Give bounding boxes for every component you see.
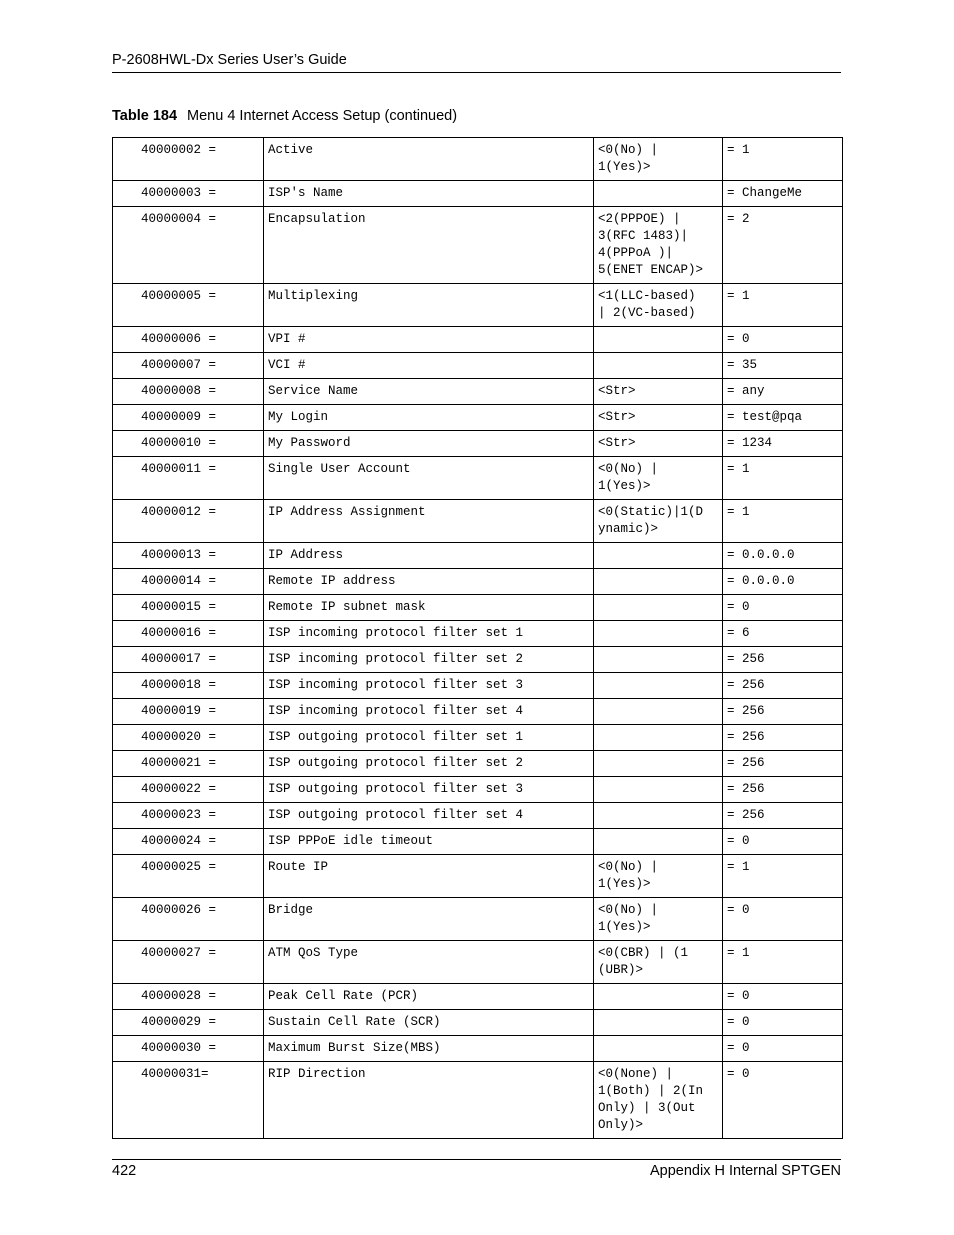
- field-name-cell: Peak Cell Rate (PCR): [264, 984, 594, 1010]
- field-range-cell: [594, 569, 723, 595]
- table-row: [113, 207, 843, 284]
- field-name-cell: ISP outgoing protocol filter set 2: [264, 751, 594, 777]
- field-range-cell: [594, 181, 723, 207]
- field-code-cell: 40000019 =: [113, 699, 264, 725]
- field-name-cell: ISP's Name: [264, 181, 594, 207]
- table-row: [113, 984, 843, 1010]
- table-row: [113, 457, 843, 500]
- field-code-cell: 40000003 =: [113, 181, 264, 207]
- table-row: [113, 405, 843, 431]
- field-value-cell: = 0.0.0.0: [723, 569, 843, 595]
- field-code-cell: 40000011 =: [113, 457, 264, 500]
- field-value-cell: = 1: [723, 138, 843, 181]
- field-range-cell: [594, 673, 723, 699]
- field-name-cell: ISP outgoing protocol filter set 3: [264, 777, 594, 803]
- table-row: [113, 621, 843, 647]
- field-name-cell: Route IP: [264, 855, 594, 898]
- table-row: [113, 803, 843, 829]
- field-name-cell: Bridge: [264, 898, 594, 941]
- field-value-cell: = 0: [723, 984, 843, 1010]
- field-code-cell: 40000022 =: [113, 777, 264, 803]
- field-value-cell: = 256: [723, 803, 843, 829]
- table-row: [113, 941, 843, 984]
- field-value-cell: = 256: [723, 777, 843, 803]
- field-value-cell: = 256: [723, 725, 843, 751]
- field-range-cell: <Str>: [594, 379, 723, 405]
- field-name-cell: ISP outgoing protocol filter set 4: [264, 803, 594, 829]
- field-name-cell: VCI #: [264, 353, 594, 379]
- field-name-cell: Active: [264, 138, 594, 181]
- field-name-cell: Sustain Cell Rate (SCR): [264, 1010, 594, 1036]
- field-code-cell: 40000030 =: [113, 1036, 264, 1062]
- field-code-cell: 40000024 =: [113, 829, 264, 855]
- field-code-cell: 40000013 =: [113, 543, 264, 569]
- table-row: [113, 379, 843, 405]
- field-name-cell: IP Address Assignment: [264, 500, 594, 543]
- field-value-cell: = 0: [723, 595, 843, 621]
- field-code-cell: 40000028 =: [113, 984, 264, 1010]
- field-range-cell: <2(PPPOE) | 3(RFC 1483)| 4(PPPoA )| 5(ENET ENCAP)>: [594, 207, 723, 284]
- sptgen-table: [112, 137, 843, 1139]
- field-code-cell: 40000021 =: [113, 751, 264, 777]
- table-row: [113, 284, 843, 327]
- field-name-cell: Single User Account: [264, 457, 594, 500]
- field-name-cell: ISP PPPoE idle timeout: [264, 829, 594, 855]
- table-caption-label: Table 184: [112, 108, 178, 124]
- field-range-cell: [594, 647, 723, 673]
- table-row: [113, 181, 843, 207]
- table-row: [113, 777, 843, 803]
- field-code-cell: 40000017 =: [113, 647, 264, 673]
- field-value-cell: = any: [723, 379, 843, 405]
- field-name-cell: Multiplexing: [264, 284, 594, 327]
- field-name-cell: Maximum Burst Size(MBS): [264, 1036, 594, 1062]
- field-code-cell: 40000010 =: [113, 431, 264, 457]
- field-code-cell: 40000009 =: [113, 405, 264, 431]
- field-value-cell: = 1234: [723, 431, 843, 457]
- field-range-cell: [594, 751, 723, 777]
- field-name-cell: My Password: [264, 431, 594, 457]
- field-range-cell: <0(CBR) | (1 (UBR)>: [594, 941, 723, 984]
- field-name-cell: Remote IP subnet mask: [264, 595, 594, 621]
- field-name-cell: My Login: [264, 405, 594, 431]
- table-row: [113, 569, 843, 595]
- field-range-cell: <0(No) | 1(Yes)>: [594, 457, 723, 500]
- table-row: [113, 500, 843, 543]
- field-value-cell: = 1: [723, 284, 843, 327]
- field-range-cell: [594, 595, 723, 621]
- field-code-cell: 40000026 =: [113, 898, 264, 941]
- field-code-cell: 40000018 =: [113, 673, 264, 699]
- field-code-cell: 40000012 =: [113, 500, 264, 543]
- field-name-cell: IP Address: [264, 543, 594, 569]
- field-code-cell: 40000006 =: [113, 327, 264, 353]
- field-value-cell: = 1: [723, 457, 843, 500]
- table-row: [113, 595, 843, 621]
- field-name-cell: ISP incoming protocol filter set 3: [264, 673, 594, 699]
- field-range-cell: [594, 803, 723, 829]
- field-code-cell: 40000016 =: [113, 621, 264, 647]
- field-code-cell: 40000008 =: [113, 379, 264, 405]
- footer-section: Appendix H Internal SPTGEN: [649, 1163, 841, 1179]
- field-value-cell: = 0: [723, 829, 843, 855]
- field-range-cell: [594, 699, 723, 725]
- field-value-cell: = 0: [723, 1036, 843, 1062]
- field-value-cell: = 0.0.0.0: [723, 543, 843, 569]
- field-range-cell: [594, 777, 723, 803]
- field-range-cell: [594, 1036, 723, 1062]
- table-row: [113, 855, 843, 898]
- field-code-cell: 40000020 =: [113, 725, 264, 751]
- field-value-cell: = 256: [723, 673, 843, 699]
- table-row: [113, 543, 843, 569]
- field-code-cell: 40000025 =: [113, 855, 264, 898]
- field-name-cell: Encapsulation: [264, 207, 594, 284]
- field-code-cell: 40000027 =: [113, 941, 264, 984]
- table-row: [113, 1062, 843, 1139]
- field-value-cell: = 256: [723, 699, 843, 725]
- field-value-cell: = 0: [723, 1010, 843, 1036]
- field-value-cell: = 1: [723, 855, 843, 898]
- field-range-cell: <0(No) | 1(Yes)>: [594, 898, 723, 941]
- table-row: [113, 647, 843, 673]
- field-range-cell: [594, 1010, 723, 1036]
- field-value-cell: = 0: [723, 327, 843, 353]
- field-name-cell: Remote IP address: [264, 569, 594, 595]
- field-code-cell: 40000029 =: [113, 1010, 264, 1036]
- field-value-cell: = 1: [723, 500, 843, 543]
- field-name-cell: RIP Direction: [264, 1062, 594, 1139]
- field-code-cell: 40000015 =: [113, 595, 264, 621]
- page-footer: [112, 1159, 841, 1179]
- table-row: [113, 699, 843, 725]
- sptgen-table-body: [113, 138, 843, 1139]
- table-row: [113, 673, 843, 699]
- field-code-cell: 40000004 =: [113, 207, 264, 284]
- table-row: [113, 353, 843, 379]
- field-range-cell: <0(No) | 1(Yes)>: [594, 855, 723, 898]
- table-row: [113, 327, 843, 353]
- table-row: [113, 1010, 843, 1036]
- field-name-cell: ISP incoming protocol filter set 2: [264, 647, 594, 673]
- field-range-cell: [594, 353, 723, 379]
- field-range-cell: [594, 725, 723, 751]
- field-name-cell: ISP outgoing protocol filter set 1: [264, 725, 594, 751]
- field-code-cell: 40000014 =: [113, 569, 264, 595]
- table-row: [113, 898, 843, 941]
- table-row: [113, 431, 843, 457]
- field-range-cell: <Str>: [594, 431, 723, 457]
- field-name-cell: ISP incoming protocol filter set 1: [264, 621, 594, 647]
- field-code-cell: 40000007 =: [113, 353, 264, 379]
- field-value-cell: = 256: [723, 647, 843, 673]
- field-range-cell: [594, 621, 723, 647]
- field-code-cell: 40000023 =: [113, 803, 264, 829]
- field-value-cell: = ChangeMe: [723, 181, 843, 207]
- field-code-cell: 40000005 =: [113, 284, 264, 327]
- table-caption: [112, 108, 457, 124]
- field-value-cell: = 0: [723, 898, 843, 941]
- page-number: 422: [112, 1163, 137, 1179]
- field-range-cell: [594, 543, 723, 569]
- field-name-cell: ISP incoming protocol filter set 4: [264, 699, 594, 725]
- field-range-cell: <0(No) | 1(Yes)>: [594, 138, 723, 181]
- table-row: [113, 138, 843, 181]
- field-value-cell: = test@pqa: [723, 405, 843, 431]
- table-row: [113, 725, 843, 751]
- field-code-cell: 40000002 =: [113, 138, 264, 181]
- field-range-cell: [594, 984, 723, 1010]
- table-row: [113, 751, 843, 777]
- field-range-cell: <1(LLC-based) | 2(VC-based): [594, 284, 723, 327]
- table-caption-text: Menu 4 Internet Access Setup (continued): [187, 108, 458, 124]
- field-name-cell: VPI #: [264, 327, 594, 353]
- running-header: P-2608HWL-Dx Series User’s Guide: [112, 52, 841, 73]
- field-value-cell: = 6: [723, 621, 843, 647]
- field-name-cell: Service Name: [264, 379, 594, 405]
- field-range-cell: <0(None) | 1(Both) | 2(In Only) | 3(Out Only)>: [594, 1062, 723, 1139]
- field-value-cell: = 1: [723, 941, 843, 984]
- table-row: [113, 1036, 843, 1062]
- field-value-cell: = 2: [723, 207, 843, 284]
- field-value-cell: = 256: [723, 751, 843, 777]
- field-range-cell: <Str>: [594, 405, 723, 431]
- table-row: [113, 829, 843, 855]
- field-range-cell: <0(Static)|1(D ynamic)>: [594, 500, 723, 543]
- field-range-cell: [594, 327, 723, 353]
- field-value-cell: = 35: [723, 353, 843, 379]
- field-code-cell: 40000031=: [113, 1062, 264, 1139]
- field-value-cell: = 0: [723, 1062, 843, 1139]
- field-name-cell: ATM QoS Type: [264, 941, 594, 984]
- field-range-cell: [594, 829, 723, 855]
